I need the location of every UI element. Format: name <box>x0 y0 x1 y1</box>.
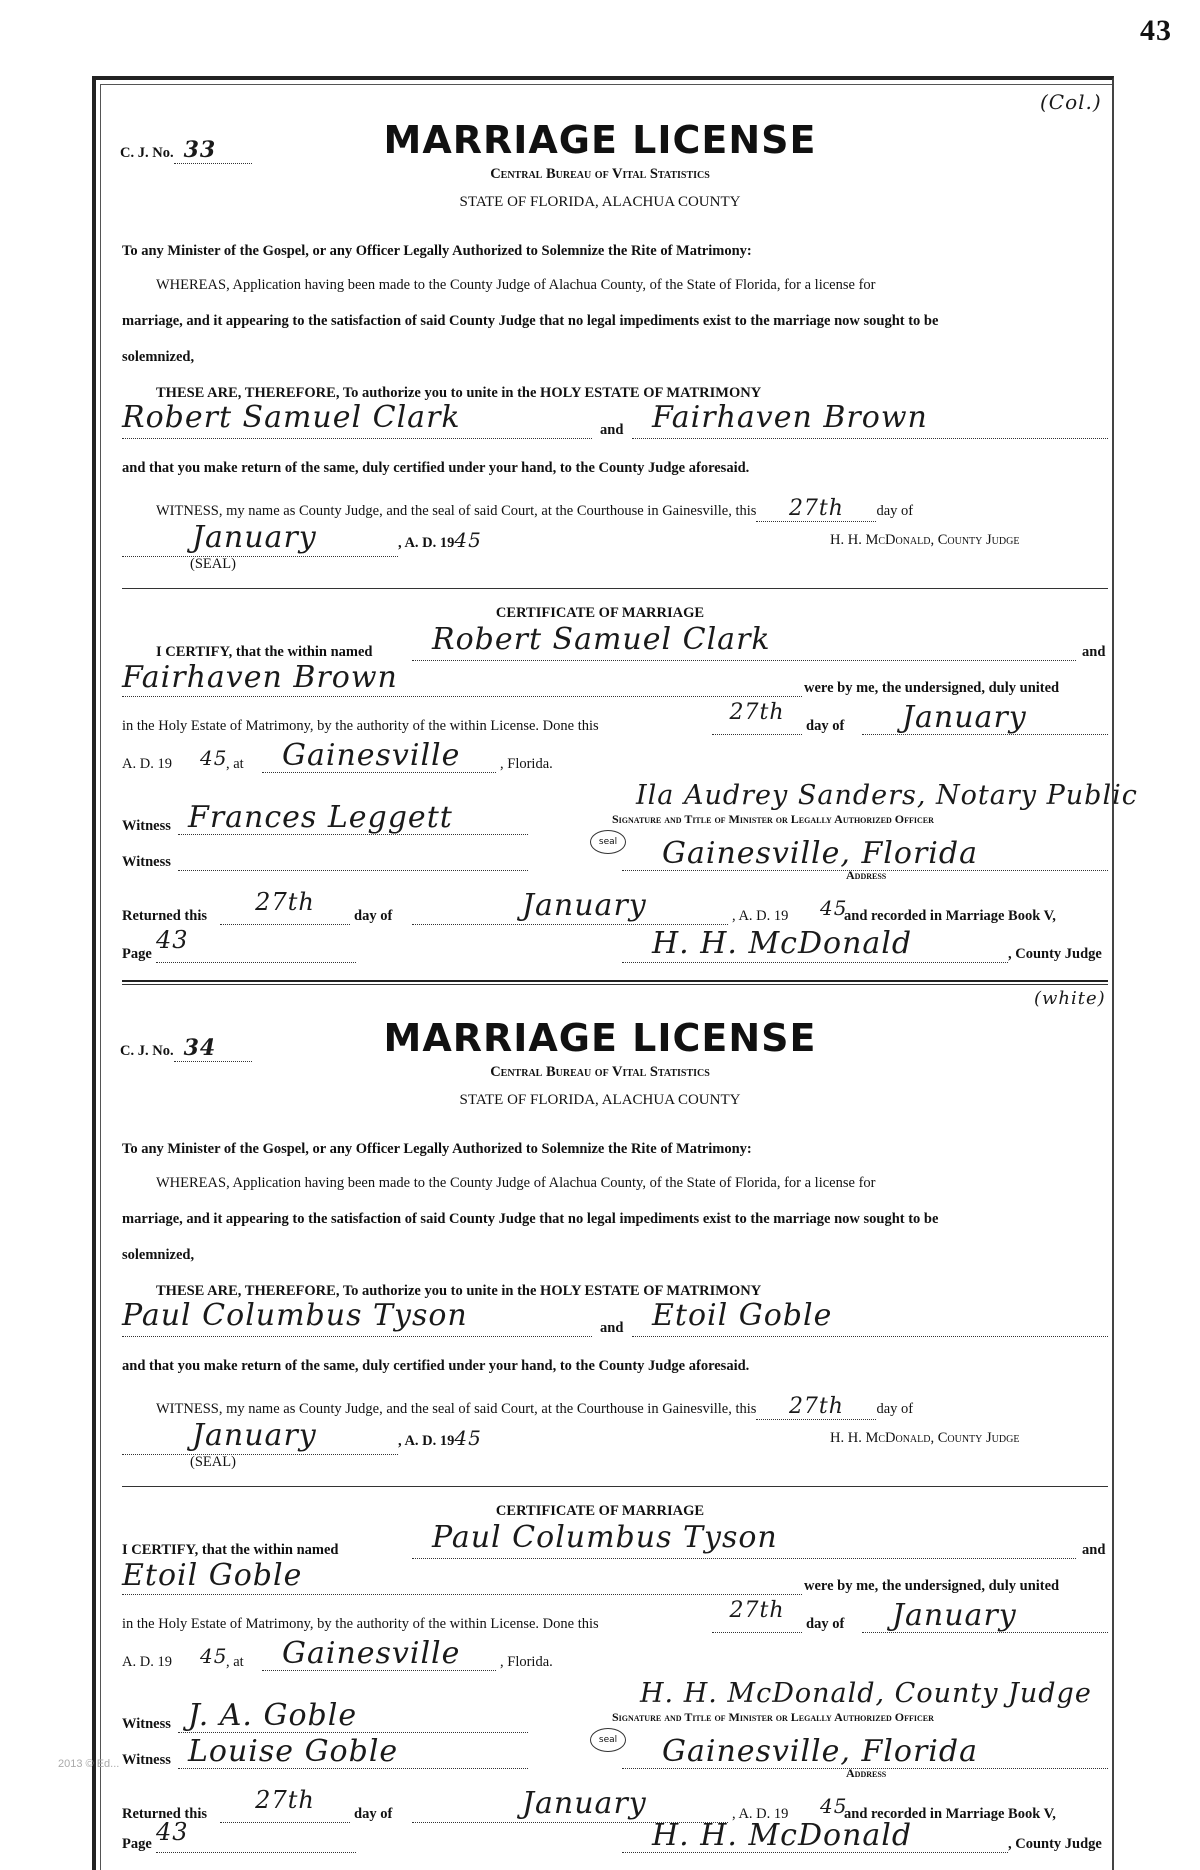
certificate-title: CERTIFICATE OF MARRIAGE <box>495 605 705 621</box>
record-page: 43 <box>156 926 189 954</box>
certify-line: I CERTIFY, that the within named Paul Columbus Tyson and <box>122 1520 1106 1558</box>
license-day: 27th <box>788 1394 844 1419</box>
returned-month: January <box>522 1786 647 1821</box>
witness-1-name: Frances Leggett <box>188 800 453 835</box>
place-line: A. D. 19 45 , at Gainesville , Florida. <box>122 738 553 773</box>
returned-day: 27th <box>255 888 315 916</box>
returned-year: 45 <box>820 1794 848 1818</box>
groom-name: Robert Samuel Clark <box>122 400 461 435</box>
state-county: STATE OF FLORIDA, ALACHUA COUNTY <box>459 194 741 210</box>
cert-day: 27th <box>729 700 785 725</box>
returned-month: January <box>522 888 647 923</box>
signature-caption: Signature and Title of Minister or Legally Authorized Officer <box>612 812 934 826</box>
officiant-address: Gainesville, Florida <box>662 1734 978 1769</box>
certify-line: I CERTIFY, that the within named Robert Samuel Clark and <box>156 622 1106 660</box>
cert-place: Gainesville <box>282 738 461 773</box>
names-line <box>122 1298 1108 1338</box>
cert-month: January <box>892 1598 1017 1633</box>
groom-name: Paul Columbus Tyson <box>122 1298 468 1333</box>
county-judge-name: H. H. McDonald, County Judge <box>830 1430 1020 1446</box>
cert-bride-name: Etoil Goble <box>122 1558 303 1593</box>
date-line: January , A. D. 1945 <box>122 1418 482 1455</box>
place-line: A. D. 19 45 , at Gainesville , Florida. <box>122 1636 553 1671</box>
address-caption: Address <box>846 1766 887 1780</box>
whereas-line-3: solemnized, <box>122 349 195 365</box>
these-are-line: THESE ARE, THEREFORE, To authorize you to unite in the HOLY ESTATE OF MATRIMONY <box>156 385 762 401</box>
cj-number: 34 <box>183 1035 217 1061</box>
recorded-text: and recorded in Marriage Book V, <box>844 1806 1056 1822</box>
cert-groom-name: Robert Samuel Clark <box>432 622 771 657</box>
section-divider <box>122 1486 1108 1487</box>
license-month: January <box>192 520 317 555</box>
whereas-line-3: solemnized, <box>122 1247 195 1263</box>
returned-line: Returned this 27th day of January , A. D. 19 45 and recorded in Marriage Book V, <box>122 1786 1056 1822</box>
returned-line: Returned this 27th day of January , A. D. 19 45 and recorded in Marriage Book V, <box>122 888 1056 924</box>
whereas-line-1: WHEREAS, Application having been made to the County Judge of Alachua County, of the State of Florida, for a license for <box>156 277 876 293</box>
license-month: January <box>192 1418 317 1453</box>
page-number: 43 <box>1140 14 1172 47</box>
witness-1-line: Witness Frances Leggett Signature and Title of Minister or Legally Authorized Officer <box>122 800 934 835</box>
cert-groom-name: Paul Columbus Tyson <box>432 1520 778 1555</box>
and-word: and <box>600 1320 624 1336</box>
cert-day: 27th <box>729 1598 785 1623</box>
cj-number: 33 <box>183 137 217 163</box>
license-2 <box>0 898 1200 1856</box>
recorded-text: and recorded in Marriage Book V, <box>844 908 1056 924</box>
whereas-line-1: WHEREAS, Application having been made to the County Judge of Alachua County, of the State of Florida, for a license for <box>156 1175 876 1191</box>
returned-day: 27th <box>255 1786 315 1814</box>
copyright-watermark: 2013 © Ed... <box>58 1758 120 1770</box>
license-day: 27th <box>788 496 844 521</box>
address-caption: Address <box>846 868 887 882</box>
bride-name: Etoil Goble <box>652 1298 833 1333</box>
race-note: (white) <box>1034 988 1106 1009</box>
county-judge-name: H. H. McDonald, County Judge <box>830 532 1020 548</box>
cert-place: Gainesville <box>282 1636 461 1671</box>
license-title: MARRIAGE LICENSE <box>383 118 817 162</box>
whereas-line-2: marriage, and it appearing to the satisfaction of said County Judge that no legal impediments exist to the marriage now sought to be <box>122 1211 939 1227</box>
and-word: and <box>600 422 624 438</box>
officiant-address: Gainesville, Florida <box>662 836 978 871</box>
date-line: January , A. D. 1945 <box>122 520 482 557</box>
these-are-line: THESE ARE, THEREFORE, To authorize you to unite in the HOLY ESTATE OF MATRIMONY <box>156 1283 762 1299</box>
bride-name: Fairhaven Brown <box>652 400 928 435</box>
officiant-signature: H. H. McDonald, County Judge <box>640 1678 1092 1709</box>
witness-2-name: Louise Goble <box>188 1734 399 1769</box>
state-county: STATE OF FLORIDA, ALACHUA COUNTY <box>459 1092 741 1108</box>
officiant-signature: Ila Audrey Sanders, Notary Public <box>636 780 1138 811</box>
return-line: and that you make return of the same, duly certified under your hand, to the County Judge aforesaid. <box>122 1358 750 1374</box>
witness-2-line: Witness Louise Goble Gainesville, Florida <box>122 1734 1108 1774</box>
cj-label: C. J. No. 34 <box>120 1035 252 1062</box>
notary-seal-icon: seal <box>590 1728 626 1752</box>
section-divider <box>122 588 1108 589</box>
bureau-name: Central Bureau of Vital Statistics <box>490 1064 710 1080</box>
holy-estate-line: in the Holy Estate of Matrimony, by the authority of the within License. Done this 27th day of January <box>122 1598 1108 1638</box>
witness-line: WITNESS, my name as County Judge, and the seal of said Court, at the Courthouse in Gainesville, this 27th day of <box>156 1394 914 1419</box>
signature-caption: Signature and Title of Minister or Legally Authorized Officer <box>612 1710 934 1724</box>
license-year: 45 <box>454 1426 482 1450</box>
record-page: 43 <box>156 1818 189 1846</box>
salutation: To any Minister of the Gospel, or any Officer Legally Authorized to Solemnize the Rite of Matrimony: <box>122 243 752 259</box>
cert-bride-line: Etoil Goble were by me, the undersigned, duly united <box>122 1558 1060 1594</box>
cert-bride-name: Fairhaven Brown <box>122 660 398 695</box>
names-line <box>122 400 1108 440</box>
cert-month: January <box>902 700 1027 735</box>
race-note: (Col.) <box>1040 90 1102 114</box>
judge-signature: H. H. McDonald <box>652 926 913 961</box>
whereas-line-2: marriage, and it appearing to the satisfaction of said County Judge that no legal impediments exist to the marriage now sought to be <box>122 313 939 329</box>
certificate-title: CERTIFICATE OF MARRIAGE <box>495 1503 705 1519</box>
witness-line: WITNESS, my name as County Judge, and the seal of said Court, at the Courthouse in Gainesville, this 27th day of <box>156 496 914 521</box>
page-line: Page 43 H. H. McDonald , County Judge <box>122 1818 1102 1853</box>
cert-year: 45 <box>200 746 228 770</box>
cj-label: C. J. No. 33 <box>120 137 252 164</box>
return-line: and that you make return of the same, duly certified under your hand, to the County Judge aforesaid. <box>122 460 750 476</box>
holy-estate-line: in the Holy Estate of Matrimony, by the authority of the within License. Done this 27th day of January <box>122 700 1108 740</box>
bureau-name: Central Bureau of Vital Statistics <box>490 166 710 182</box>
witness-2-line: Witness Gainesville, Florida <box>122 836 1108 876</box>
license-year: 45 <box>454 528 482 552</box>
witness-1-line: Witness J. A. Goble Signature and Title of Minister or Legally Authorized Officer <box>122 1698 934 1733</box>
page-line: Page 43 H. H. McDonald , County Judge <box>122 926 1102 962</box>
cert-year: 45 <box>200 1644 228 1668</box>
cert-bride-line: Fairhaven Brown were by me, the undersigned, duly united <box>122 660 1060 696</box>
judge-signature: H. H. McDonald <box>652 1818 913 1853</box>
license-title: MARRIAGE LICENSE <box>383 1016 817 1060</box>
seal-label: (SEAL) <box>190 556 236 572</box>
salutation: To any Minister of the Gospel, or any Officer Legally Authorized to Solemnize the Rite of Matrimony: <box>122 1141 752 1157</box>
seal-label: (SEAL) <box>190 1454 236 1470</box>
witness-1-name: J. A. Goble <box>188 1698 358 1733</box>
returned-year: 45 <box>820 896 848 920</box>
notary-seal-icon: seal <box>590 830 626 854</box>
